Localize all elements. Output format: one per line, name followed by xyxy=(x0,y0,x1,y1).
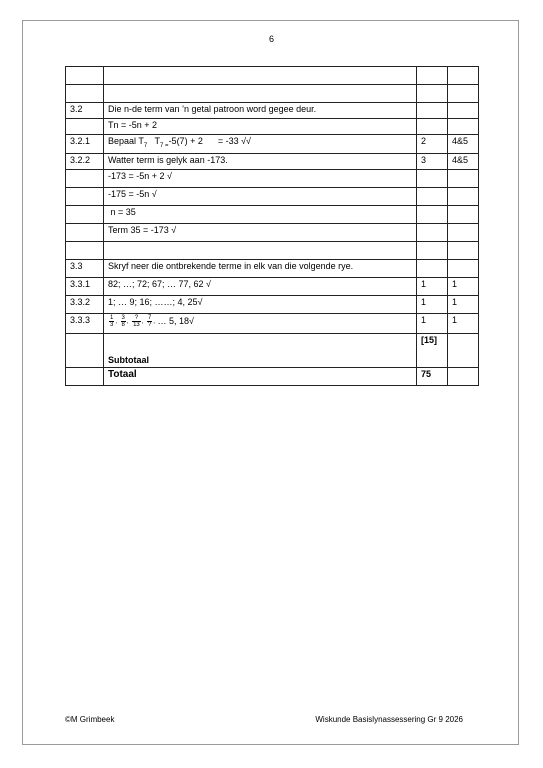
table-row xyxy=(66,135,479,154)
level-cell: 4&5 xyxy=(448,135,479,154)
step-text: n = 35 xyxy=(104,205,417,223)
marks-cell: 1 xyxy=(417,313,448,333)
table-row xyxy=(66,333,479,367)
level-cell: 1 xyxy=(448,295,479,313)
table-row xyxy=(66,223,479,241)
level-cell: 4&5 xyxy=(448,153,479,169)
level-cell: 1 xyxy=(448,313,479,333)
footer-title: Wiskunde Basislynassessering Gr 9 2026 xyxy=(315,715,463,724)
question-number: 3.3.2 xyxy=(66,295,104,313)
answer-text: 82; …; 72; 67; … 77, 62 √ xyxy=(104,277,417,295)
question-number: 3.3 xyxy=(66,259,104,277)
table-row xyxy=(66,85,479,103)
question-text: Die n-de term van ’n getal patroon word gegee deur. xyxy=(104,103,417,119)
question-number: 3.3.3 xyxy=(66,313,104,333)
table-row xyxy=(66,187,479,205)
table-row xyxy=(66,241,479,259)
memo-table xyxy=(65,66,479,386)
marks-cell: 1 xyxy=(417,277,448,295)
table-row xyxy=(66,205,479,223)
subtotal-value: [15] xyxy=(417,333,448,367)
table-row xyxy=(66,295,479,313)
table-row xyxy=(66,259,479,277)
answer-text: $\frac{1}{3}$ , $\frac{3}{8}$ , $\frac{?}{13}$ , $\frac{7}{?}$ , … 5, 18√ xyxy=(104,313,417,333)
answer-text: Bepaal $T_7$ $T_{7 =}-5(7) + 2$ = -33 √√ xyxy=(104,135,417,154)
fraction: $\frac{?}{13}$ xyxy=(133,314,140,328)
question-number: 3.2.1 xyxy=(66,135,104,154)
subtotal-label: Subtotaal xyxy=(104,333,417,367)
table-row xyxy=(66,67,479,85)
question-number: 3.3.1 xyxy=(66,277,104,295)
question-number: 3.2 xyxy=(66,103,104,119)
marks-cell: 2 xyxy=(417,135,448,154)
step-text: -173 = -5n + 2 √ xyxy=(104,169,417,187)
fraction: $\frac{1}{3}$ xyxy=(110,314,114,328)
table-row xyxy=(66,313,479,333)
step-text: -175 = -5n √ xyxy=(104,187,417,205)
table-row xyxy=(66,169,479,187)
formula-text: Tn = -5n + 2 xyxy=(104,119,417,135)
total-value: 75 xyxy=(417,367,448,385)
footer-copyright: ©M Grimbeek xyxy=(65,715,115,724)
level-cell: 1 xyxy=(448,277,479,295)
total-label: Totaal xyxy=(104,367,417,385)
question-text: Skryf neer die ontbrekende terme in elk van die volgende rye. xyxy=(104,259,417,277)
question-text: Watter term is gelyk aan -173. xyxy=(104,153,417,169)
page-number: 6 xyxy=(268,34,274,44)
table-row xyxy=(66,367,479,385)
fraction: $\frac{3}{8}$ xyxy=(121,314,125,328)
fraction: $\frac{7}{?}$ xyxy=(147,314,152,328)
answer-text: 1; … 9; 16; ……; 4, 25√ xyxy=(104,295,417,313)
table-row xyxy=(66,103,479,119)
marks-cell: 1 xyxy=(417,295,448,313)
question-number: 3.2.2 xyxy=(66,153,104,169)
table-row xyxy=(66,119,479,135)
table-row xyxy=(66,153,479,169)
table-row xyxy=(66,277,479,295)
marks-cell: 3 xyxy=(417,153,448,169)
step-text: Term 35 = -173 √ xyxy=(104,223,417,241)
